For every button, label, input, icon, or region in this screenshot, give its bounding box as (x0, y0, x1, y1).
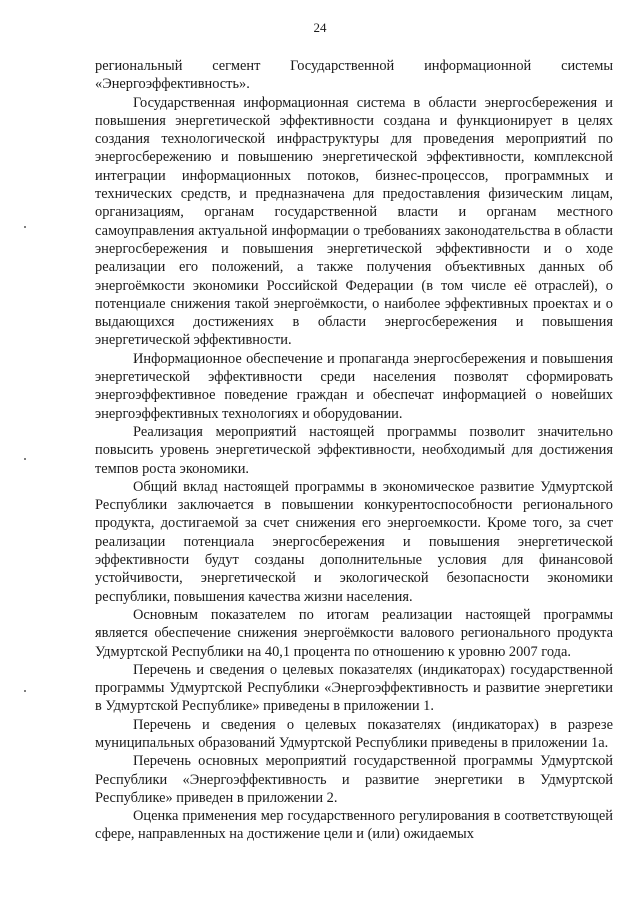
margin-mark (24, 458, 26, 460)
paragraph-appendix-2: Перечень основных мероприятий государственной программы Удмуртской Республики «Энергоэффективность и развитие энергетики в Удмуртской Республике» приведен в приложении 2. (95, 753, 613, 806)
paragraph-program-implementation: Реализация мероприятий настоящей программы позволит значительно повысить уровень энергетической эффективности, необходимый для достижения темпов роста экономики. (95, 423, 613, 477)
paragraph-appendix-1a: Перечень и сведения о целевых показателях (индикаторах) в разрезе муниципальных образований Удмуртской Республики приведены в приложении 1а. (95, 716, 613, 751)
margin-mark (24, 690, 26, 692)
page-number: 24 (313, 20, 327, 35)
paragraph-overall-contribution: Общий вклад настоящей программы в экономическое развитие Удмуртской Республики заключается в повышении конкурентоспособности регионального продукта, достигаемой за счет снижения его энергоемкости. Кроме того, за счет реализации потенциала энергосбережения и повышения энергетической эффективности будут созданы дополнительные условия для финансовой устойчивости, энергетической и экологической безопасности экономики республики, повышения качества жизни населения. (95, 478, 613, 605)
paragraph-main-indicator: Основным показателем по итогам реализации настоящей программы является обеспечение снижения энергоёмкости валового регионального продукта Удмуртской Республики на 40,1 процента по отношению к уровню 2007 года. (95, 606, 613, 660)
paragraph-state-information-system: Государственная информационная система в области энергосбережения и повышения энергетической эффективности создана и функционирует в целях создания технологической инфраструктуры для проведения мероприятий по энергосбережению и повышению энергетической эффективности, комплексной интеграции информационных потоков, бизнес-процессов, программных и технических средств, и предназначена для предоставления физическим лицам, организациям, органам государственной власти и органам местного самоуправления актуальной информации о требованиях законодательства в области энергосбережения и повышения энергетической эффективности и о ходе реализации его положений, а также получения объективных данных об энергоёмкости экономики Российской Федерации (в том числе её отраслей), о потенциале снижения такой энергоёмкости, о наиболее эффективных проектах и о выдающихся достижениях в области энергосбережения и повышения энергетической эффективности. (95, 94, 613, 349)
paragraph-continuation: региональный сегмент Государственной информационной системы «Энергоэффективность». (95, 58, 613, 93)
paragraph-appendix-1: Перечень и сведения о целевых показателях (индикаторах) государственной программы Удмуртской Республики «Энергоэффективность и развитие энергетики в Удмуртской Республике» приведены в приложении 1. (95, 661, 613, 715)
paragraph-regulation-assessment: Оценка применения мер государственного регулирования в соответствующей сфере, направленных на достижение цели и (или) ожидаемых (95, 808, 613, 843)
margin-mark (24, 226, 26, 228)
paragraph-information-support: Информационное обеспечение и пропаганда энергосбережения и повышения энергетической эффективности среди населения позволят сформировать энергоэффективное поведение граждан и обеспечат информацией о новейших энергоэффективных технологиях и оборудовании. (95, 350, 613, 422)
document-body (95, 57, 613, 844)
